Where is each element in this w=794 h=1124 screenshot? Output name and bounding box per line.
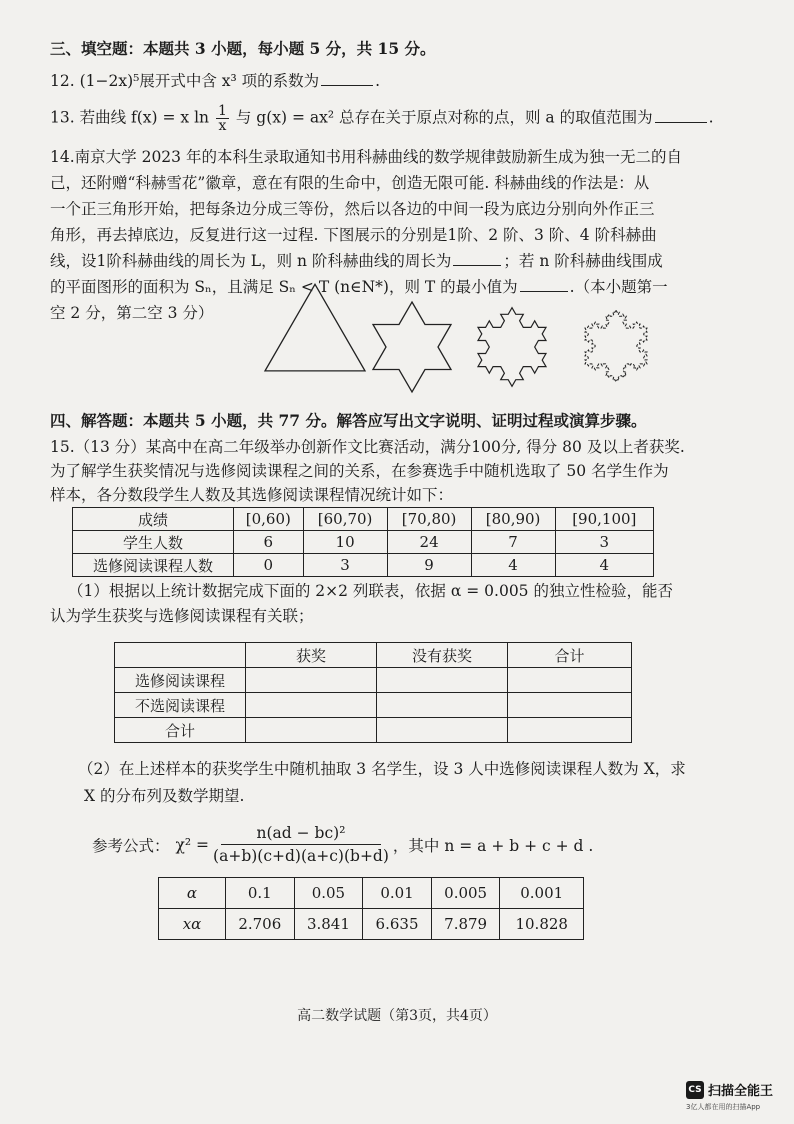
q13-fraction-denominator: x (218, 118, 227, 134)
table3-cell: 7.879 (431, 909, 500, 940)
table1-cell: 9 (387, 554, 471, 577)
table2-header-cell: 没有获奖 (377, 643, 508, 668)
table3-cell: α (159, 878, 226, 909)
q14-line-6-text: 的平面图形的面积为 Sₙ，且满足 Sₙ < T (n∈N*)，则 T 的最小值为 (50, 278, 518, 296)
q12-number: 12. (50, 72, 75, 90)
q15-line-3: 样本，各分数段学生人数及其选修阅读课程情况统计如下： (50, 486, 454, 504)
table2-empty-cell (508, 718, 632, 743)
koch-order-1 (265, 284, 365, 371)
table3-cell: 0.001 (500, 878, 584, 909)
scanner-logo-icon: CS (686, 1081, 704, 1099)
table2-row (115, 668, 632, 693)
q14-line-5-text: 线，设1阶科赫曲线的周长为 L，则 n 阶科赫曲线的周长为 (50, 252, 452, 270)
table1-cell: 选修阅读课程人数 (73, 554, 234, 577)
formula-tail: ，其中 n = a + b + c + d . (392, 836, 594, 855)
table3-cell: 6.635 (363, 909, 432, 940)
q14-line-4: 角形，再去掉底边，反复进行这一过程. 下图展示的分别是1阶、2 阶、3 阶、4 阶科赫曲 (50, 226, 657, 244)
q13-text-b: 与 g(x) = ax² 总存在关于原点对称的点，则 a 的取值范围为 (235, 108, 653, 127)
table1-header-cell: [70,80) (387, 508, 471, 531)
q15-part2-line-2: X 的分布列及数学期望. (84, 787, 245, 805)
table3-cell: 0.05 (294, 878, 363, 909)
q14-line-6-tail: .（本小题第一 (569, 278, 668, 296)
q14-line-7: 空 2 分，第二空 3 分） (50, 304, 214, 322)
table1-cell: 0 (234, 554, 304, 577)
table2-header-row (115, 643, 632, 668)
q15-line-1: 15.（13 分）某高中在高二年级举办创新作文比赛活动，满分100分, 得分 80 及以上者获奖. (50, 438, 685, 456)
table2-header-cell (115, 643, 246, 668)
q15-line-2: 为了解学生获奖情况与选修阅读课程之间的关系，在参赛选手中随机选取了 50 名学生作为 (50, 462, 669, 480)
table3-cell: 10.828 (500, 909, 584, 940)
table3-cell: 0.1 (226, 878, 295, 909)
table3-alpha-row (159, 878, 584, 909)
q14-line-1: 14.南京大学 2023 年的本科生录取通知书用科赫曲线的数学规律鼓励新生成为独一无二的自 (50, 148, 682, 166)
table1-cell: 4 (471, 554, 555, 577)
q12-expression: (1−2x)⁵ (79, 72, 140, 90)
formula-chi: χ² = (175, 835, 210, 854)
formula-denominator: (a+b)(c+d)(a+c)(b+d) (213, 847, 389, 865)
q13-number: 13. (50, 108, 75, 127)
table1-cell: 24 (387, 531, 471, 554)
table1-cell: 3 (555, 531, 653, 554)
critical-value-table (158, 877, 584, 940)
table2-empty-cell (377, 718, 508, 743)
table1-cell: 3 (303, 554, 387, 577)
table1-header-row (73, 508, 654, 531)
table3-cell: xα (159, 909, 226, 940)
section-4-heading: 四、解答题：本题共 5 小题，共 77 分。解答应写出文字说明、证明过程或演算步骤。 (50, 411, 647, 430)
table1-header-cell: [60,70) (303, 508, 387, 531)
table1-row-students (73, 531, 654, 554)
table2-empty-cell (377, 668, 508, 693)
table2-row-label: 不选阅读课程 (115, 693, 246, 718)
contingency-table (114, 642, 632, 743)
formula-numerator: n(ad − bc)² (221, 822, 382, 845)
table1-cell: 6 (234, 531, 304, 554)
table3-cell: 3.841 (294, 909, 363, 940)
section-3-heading: 三、填空题：本题共 3 小题，每小题 5 分，共 15 分。 (50, 39, 436, 58)
koch-order-2 (373, 302, 451, 392)
score-distribution-table (72, 507, 654, 577)
q12-text: 展开式中含 x³ 项的系数为 (139, 72, 320, 90)
table2-header-cell: 合计 (508, 643, 632, 668)
q14-line-3: 一个正三角形开始，把每条边分成三等份，然后以各边的中间一段为底边分别向外作正三 (50, 200, 655, 218)
q13-text-a: 若曲线 f(x) = x ln (79, 108, 210, 127)
question-12: 12. (1−2x)⁵展开式中含 x³ 项的系数为 . (50, 72, 381, 90)
table1-header-cell: [0,60) (234, 508, 304, 531)
table1-row-reading (73, 554, 654, 577)
q14-line-5-tail: ；若 n 阶科赫曲线围成 (503, 252, 663, 270)
table3-cell: 2.706 (226, 909, 295, 940)
table2-empty-cell (508, 693, 632, 718)
table3-x-row (159, 909, 584, 940)
table1-header-cell: 成绩 (73, 508, 234, 531)
table1-cell: 7 (471, 531, 555, 554)
koch-order-3 (478, 308, 546, 387)
scanner-tagline: 3亿人都在用的扫描App (686, 1103, 761, 1111)
table2-row (115, 718, 632, 743)
table2-row (115, 693, 632, 718)
table1-cell: 10 (303, 531, 387, 554)
reference-formula (92, 822, 593, 867)
table2-empty-cell (246, 668, 377, 693)
table2-empty-cell (246, 718, 377, 743)
table1-header-cell: [80,90) (471, 508, 555, 531)
scanner-app-name: 扫描全能王 (708, 1084, 774, 1099)
formula-label: 参考公式： (92, 836, 170, 855)
scanner-watermark (686, 1080, 773, 1099)
table3-cell: 0.005 (431, 878, 500, 909)
q15-part1-line-2: 认为学生获奖与选修阅读课程有关联； (50, 607, 314, 625)
table2-empty-cell (246, 693, 377, 718)
q15-part1-line-1: （1）根据以上统计数据完成下面的 2×2 列联表，依据 α = 0.005 的独立性检验，能否 (68, 582, 673, 600)
table1-cell: 4 (555, 554, 653, 577)
question-13: 13. 若曲线 f(x) = x ln $\frac{1}{x}$ 与 g(x) = ax² 总存在关于原点对称的点，则 a 的取值范围为 . (50, 103, 714, 134)
table1-cell: 学生人数 (73, 531, 234, 554)
table1-header-cell: [90,100] (555, 508, 653, 531)
formula-fraction (213, 822, 389, 867)
q13-fraction-numerator: 1 (217, 103, 227, 119)
q15-part2-line-1: （2）在上述样本的获奖学生中随机抽取 3 名学生，设 3 人中选修阅读课程人数为 X，求 (78, 760, 686, 778)
koch-order-4 (585, 310, 647, 382)
page-footer: 高二数学试题（第3页，共4页） (297, 1008, 497, 1024)
table2-row-label: 合计 (115, 718, 246, 743)
table3-cell: 0.01 (363, 878, 432, 909)
table2-header-cell: 获奖 (246, 643, 377, 668)
table2-row-label: 选修阅读课程 (115, 668, 246, 693)
table2-empty-cell (377, 693, 508, 718)
q14-line-2: 己，还附赠“科赫雪花”徽章，意在有限的生命中，创造无限可能. 科赫曲线的作法是：从 (50, 174, 650, 192)
table2-empty-cell (508, 668, 632, 693)
